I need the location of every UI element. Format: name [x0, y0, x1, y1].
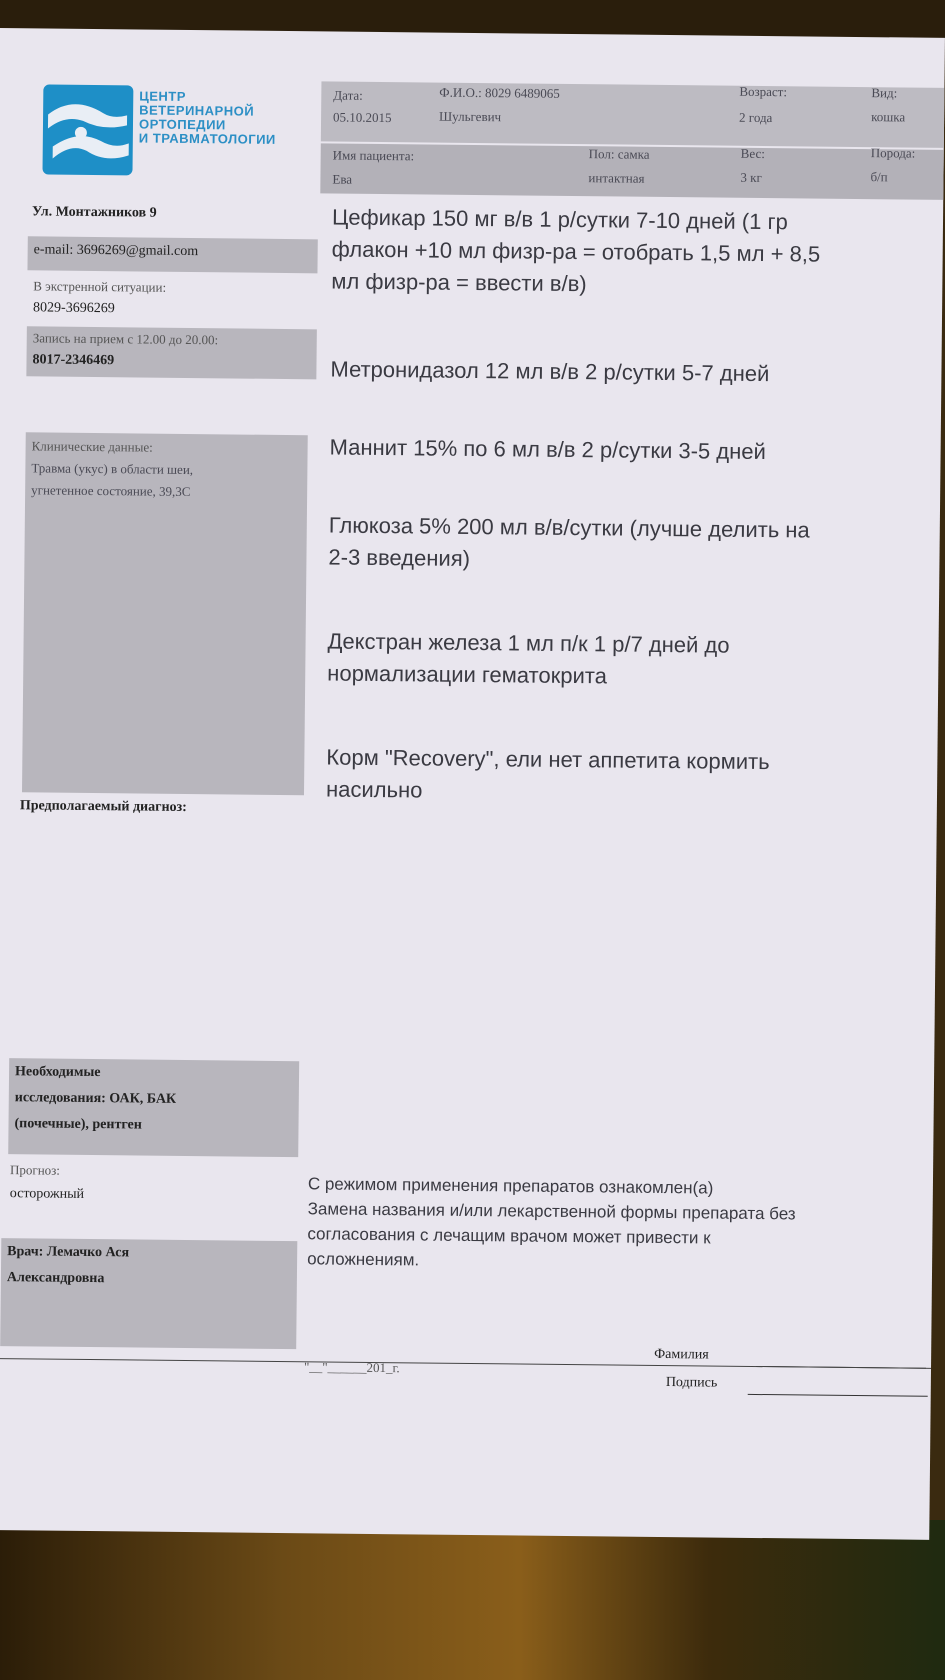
owner-label: Ф.И.О.: 8029 6489065: [439, 84, 560, 101]
clinic-name-line: ОРТОПЕДИИ: [138, 116, 226, 133]
surname-label: Фамилия: [654, 1346, 709, 1363]
prescription-line: Глюкоза 5% 200 мл в/в/сутки (лучше делить на: [328, 512, 810, 543]
footer-date-blank: "__"______201_г.: [303, 1359, 400, 1376]
signature-label: Подпись: [665, 1375, 718, 1391]
patient-label: Имя пациента:: [332, 147, 415, 164]
prescription-line: нормализации гематокрита: [327, 660, 608, 689]
appointment-phone: 8017-2346469: [32, 352, 115, 369]
prescription-line: 2-3 введения): [328, 544, 471, 571]
date-label: Дата:: [333, 87, 363, 103]
prescription-line: Метронидазол 12 мл в/в 2 р/сутки 5-7 дней: [330, 356, 770, 387]
emergency-label: В экстренной ситуации:: [33, 278, 167, 295]
clinic-email: e-mail: 3696269@gmail.com: [33, 242, 199, 260]
background-tablecloth: [0, 1520, 945, 1680]
tests-line: (почечные), рентген: [14, 1116, 142, 1133]
diagnosis-label: Предполагаемый диагноз:: [19, 798, 187, 815]
appointment-label: Запись на прием с 12.00 до 20.00:: [32, 330, 219, 348]
date-value: 05.10.2015: [333, 109, 392, 126]
header-row-1: [321, 81, 945, 148]
clinic-name: [139, 89, 277, 146]
owner-value: Шульгевич: [439, 108, 502, 125]
prognosis-label: Прогноз:: [9, 1162, 61, 1178]
prescription-line: флакон +10 мл физр-ра = отобрать 1,5 мл + 8,5: [331, 236, 821, 267]
prescription-line: мл физр-ра = ввести в/в): [331, 268, 587, 297]
prescription-6: [326, 741, 945, 811]
prescription-1: [331, 201, 945, 303]
prescription-4: [328, 509, 945, 579]
clinic-name-line: ЦЕНТР: [139, 88, 187, 104]
prescription-line: насильно: [325, 776, 423, 803]
tests-line: Необходимые: [14, 1064, 101, 1081]
patient-value: Ева: [332, 171, 353, 187]
notice-line: С режимом применения препаратов ознакомлен(а): [307, 1174, 714, 1198]
sex-label: Пол: самка: [588, 146, 650, 162]
age-label: Возраст:: [739, 83, 788, 100]
clinic-name-line: И ТРАВМАТОЛОГИИ: [138, 130, 276, 147]
prescription-line: Маннит 15% по 6 мл в/в 2 р/сутки 3-5 дней: [329, 434, 766, 465]
clinic-address: Ул. Монтажников 9: [31, 204, 157, 221]
breed-value: б/п: [870, 169, 888, 185]
tests-line: исследования: ОАК, БАК: [14, 1090, 177, 1107]
prescription-line: Цефикар 150 мг в/в 1 р/сутки 7-10 дней (1 гр: [331, 204, 788, 235]
prescription-3: [329, 431, 944, 469]
notice-text: [307, 1171, 928, 1277]
clinical-label: Клинические данные:: [31, 438, 153, 455]
species-label: Вид:: [871, 85, 898, 101]
notice-line: согласования с лечащим врачом может привести к: [307, 1224, 711, 1248]
prescription-2: [330, 353, 945, 391]
sex-value: интактная: [588, 170, 645, 186]
prescription-sheet: [0, 28, 945, 1540]
prescription-line: Декстран железа 1 мл п/к 1 р/7 дней до: [327, 628, 730, 658]
prognosis-value: осторожный: [9, 1186, 85, 1202]
breed-label: Порода:: [870, 145, 916, 161]
clinical-line: угнетенное состояние, 39,3С: [31, 482, 191, 500]
clinic-logo: [42, 84, 133, 175]
notice-line: осложнениям.: [307, 1249, 420, 1270]
clinic-name-line: ВЕТЕРИНАРНОЙ: [139, 102, 255, 119]
prescription-5: [327, 625, 945, 695]
emergency-phone: 8029-3696269: [32, 300, 115, 317]
species-value: кошка: [871, 109, 906, 125]
signature-line: [748, 1394, 928, 1397]
hands-logo-icon: [42, 84, 133, 175]
weight-label: Вес:: [740, 145, 765, 162]
prescription-line: Корм "Recovery", ели нет аппетита кормить: [326, 744, 770, 775]
footer-rule: [0, 1358, 931, 1369]
clinical-line: Травма (укус) в области шеи,: [31, 460, 194, 478]
age-value: 2 года: [739, 109, 773, 126]
doctor-line: Александровна: [6, 1270, 105, 1287]
notice-line: Замена названия и/или лекарственной формы препарата без: [307, 1199, 796, 1224]
doctor-line: Врач: Лемачко Ася: [7, 1244, 130, 1261]
weight-value: 3 кг: [740, 169, 762, 185]
